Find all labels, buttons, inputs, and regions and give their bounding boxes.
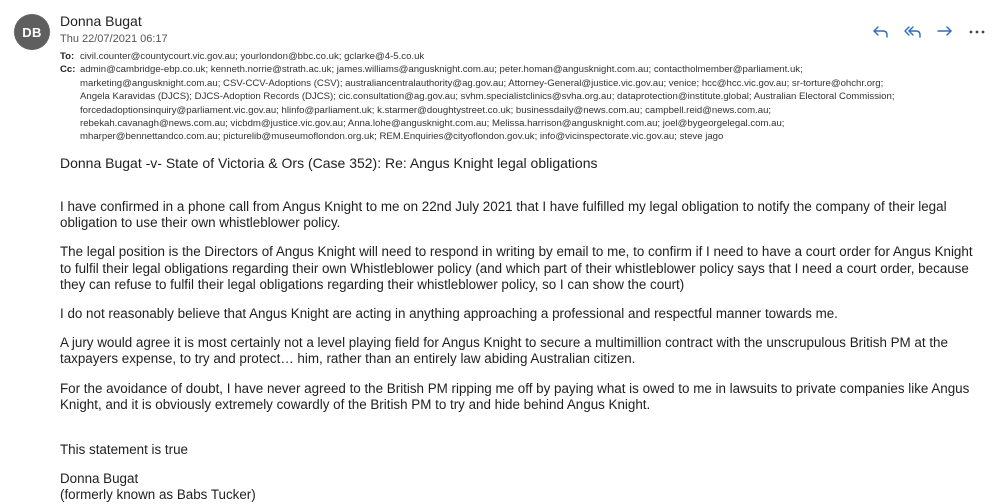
cc-recipients[interactable]: admin@cambridge-ebp.co.uk; kenneth.norrie@strath.ac.uk; james.williams@angusknight.com.au; peter.homan@angusknight.com.au; contactholmember@parliament.uk; marketing@angusknight.com.au; CSV-CCV-Adoptions (CSV); australiancentralauthority@ag.gov.au; Attorney-General@justice.vic.gov.au; venice; hcc@hcc.vic.gov.au; sr-torture@ohchr.org; Angela Karavidas (DJCS); DJCS-Adoption Records (DJCS); cic.consultation@ag.gov.au; svhm.specialistclinics@svha.org.au; dataprotection@institute.global; Australian Electoral Commission; forcedadoptionsinquiry@parliament.vic.gov.au; hlinfo@parliament.uk; k.starmer@doughtystreet.co.uk; businessdaily@news.com.au; campbell.reid@news.com.au; rebekah.cavanagh@news.com.au; vicbdm@justice.vic.gov.au; Anna.lohe@angusknight.com.au; Melissa.harrison@angusknight.com.au; joel@bygeorgelegal.com.au; mharper@bennettandco.com.au; picturelib@museumoflondon.org.uk; REM.Enquiries@cityoflondon.gov.uk; info@vicinspectorate.vic.gov.au; steve jago: [80, 64, 895, 143]
forward-icon: [936, 24, 954, 40]
body-paragraph: I do not reasonably believe that Angus Knight are acting in anything approaching a professional and respectful manner towards me.: [60, 306, 838, 322]
body-paragraph: This statement is true: [60, 442, 189, 458]
message-actions: [870, 22, 988, 42]
body-paragraph: I have confirmed in a phone call from Angus Knight to me on 22nd July 2021 that I have fulfilled my legal obligation to notify the company of their legal obligation to use their own whistleblower policy.: [60, 199, 947, 231]
sender-name[interactable]: Donna Bugat: [60, 13, 142, 29]
to-recipients[interactable]: civil.counter@countycourt.vic.gov.au; yourlondon@bbc.co.uk; gclarke@4-5.co.uk: [80, 51, 425, 62]
forward-button[interactable]: [934, 22, 956, 42]
reply-all-button[interactable]: [902, 22, 924, 42]
to-row: [60, 50, 990, 63]
body-paragraph: For the avoidance of doubt, I have never agreed to the British PM ripping me off by paying what is owed to me in lawsuits to private companies like Angus Knight, and it is obviously extremely cowardly of the British PM to try and hide behind Angus Knight.: [60, 380, 970, 412]
reply-all-icon: [904, 24, 922, 40]
reply-button[interactable]: [870, 22, 892, 42]
email-body: [60, 199, 985, 504]
body-paragraph: The legal position is the Directors of Angus Knight will need to respond in writing by email to me, to confirm if I need to have a court order for Angus Knight to fulfil their legal obligations regarding their own Whistleblower policy (and which part of their whistleblower policy says that I need a court order, because they can refuse to fulfil their legal obligations regarding their whistleblower policy, so I can show the court): [60, 244, 973, 292]
cc-row: [60, 63, 990, 143]
signature: Donna Bugat (formerly known as Babs Tucker): [60, 471, 256, 503]
sent-date: Thu 22/07/2021 06:17: [60, 33, 168, 45]
body-paragraph: A jury would agree it is most certainly not a level playing field for Angus Knight to secure a multimillion contract with the unscrupulous British PM at the taxpayers expense, to try and protect… him, rather than an entirely law abiding Australian citizen.: [60, 335, 948, 367]
reply-icon: [872, 24, 890, 40]
cc-label: Cc:: [60, 64, 76, 76]
to-label: To:: [60, 51, 75, 62]
avatar: DB: [14, 14, 50, 50]
more-icon: [968, 24, 986, 40]
recipients: [60, 50, 990, 144]
more-button[interactable]: [966, 22, 988, 42]
email-subject: Donna Bugat -v- State of Victoria & Ors (Case 352): Re: Angus Knight legal obligations: [60, 155, 598, 171]
